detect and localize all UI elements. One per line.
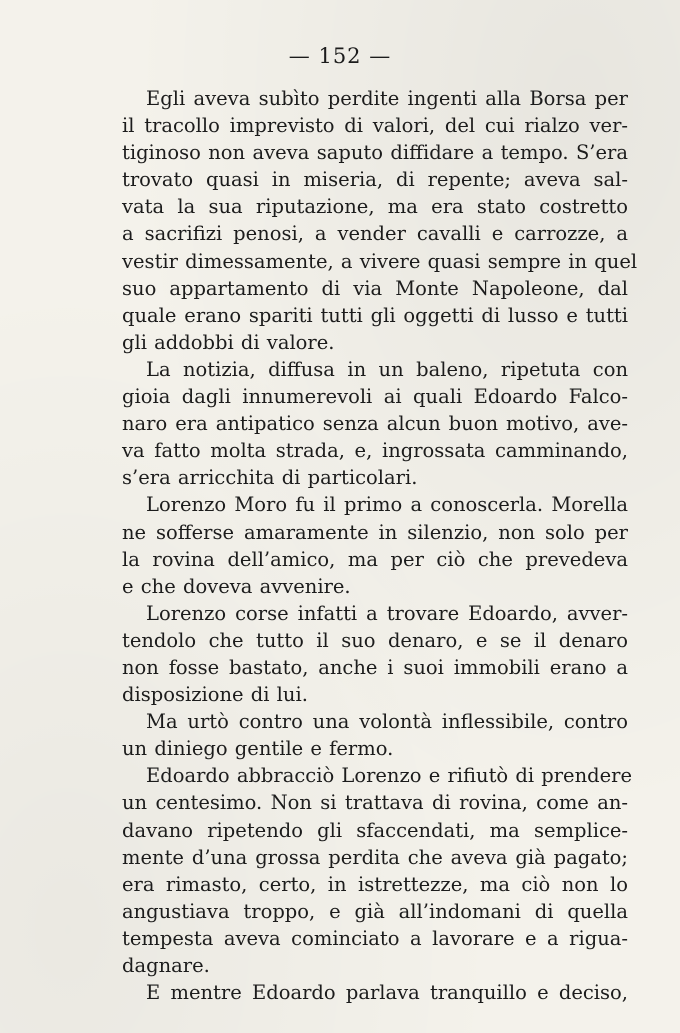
text-line: gioia dagli innumerevoli ai quali Edoardo Falco-: [122, 385, 628, 409]
text-line: Ma urtò contro una volontà inflessibile, contro: [146, 710, 628, 734]
text-line: quale erano spariti tutti gli oggetti di lusso e tutti: [122, 303, 628, 327]
text-line: trovato quasi in miseria, di repente; aveva sal-: [122, 168, 628, 192]
text-line: tempesta aveva cominciato a lavorare e a rigua-: [122, 926, 628, 950]
text-line: la rovina dell’amico, ma per ciò che prevedeva: [122, 547, 628, 571]
text-line: davano ripetendo gli sfaccendati, ma semplice-: [122, 818, 628, 842]
text-line: gli addobbi di valore.: [122, 330, 335, 354]
text-line: Lorenzo Moro fu il primo a conoscerla. Morella: [146, 493, 628, 517]
text-line: ne sofferse amaramente in silenzio, non solo per: [122, 520, 628, 544]
text-line: La notizia, diffusa in un baleno, ripetuta con: [146, 357, 628, 381]
text-line: il tracollo imprevisto di valori, del cui rialzo ver-: [122, 114, 628, 138]
text-line: vestir dimessamente, a vivere quasi sempre in quel: [122, 249, 638, 273]
text-line: era rimasto, certo, in istrettezze, ma ciò non lo: [122, 872, 628, 896]
text-line: non fosse bastato, anche i suoi immobili erano a: [122, 655, 628, 679]
text-line: a sacrifizi penosi, a vender cavalli e carrozze, a: [122, 222, 628, 246]
text-line: tendolo che tutto il suo denaro, e se il denaro: [122, 628, 628, 652]
body-text: [122, 85, 638, 1006]
text-line: tiginoso non aveva saputo diffidare a tempo. S’era: [122, 141, 628, 165]
text-line: e che doveva avvenire.: [122, 574, 351, 598]
text-line: naro era antipatico senza alcun buon motivo, ave-: [122, 412, 628, 436]
text-line: dagnare.: [122, 954, 210, 977]
text-line: Edoardo abbracciò Lorenzo e rifiutò di prendere: [146, 764, 633, 788]
text-line: disposizione di lui.: [122, 683, 308, 707]
text-line: va fatto molta strada, e, ingrossata camminando,: [122, 439, 628, 463]
text-line: angustiava troppo, e già all’indomani di quella: [122, 899, 628, 923]
text-line: vata la sua riputazione, ma era stato costretto: [122, 195, 628, 219]
text-line: E mentre Edoardo parlava tranquillo e deciso,: [146, 981, 628, 1005]
text-line: s’era arricchita di particolari.: [122, 466, 418, 490]
text-line: un diniego gentile e fermo.: [122, 737, 394, 761]
text-line: un centesimo. Non si trattava di rovina, come an-: [122, 791, 628, 815]
page-number: — 152 —: [288, 44, 392, 68]
text-line: Lorenzo corse infatti a trovare Edoardo, avver-: [146, 601, 628, 625]
text-line: mente d’una grossa perdita che aveva già pagato;: [122, 845, 628, 869]
text-line: suo appartamento di via Monte Napoleone, dal: [122, 276, 628, 300]
text-line: Egli aveva subìto perdite ingenti alla Borsa per: [146, 87, 628, 110]
